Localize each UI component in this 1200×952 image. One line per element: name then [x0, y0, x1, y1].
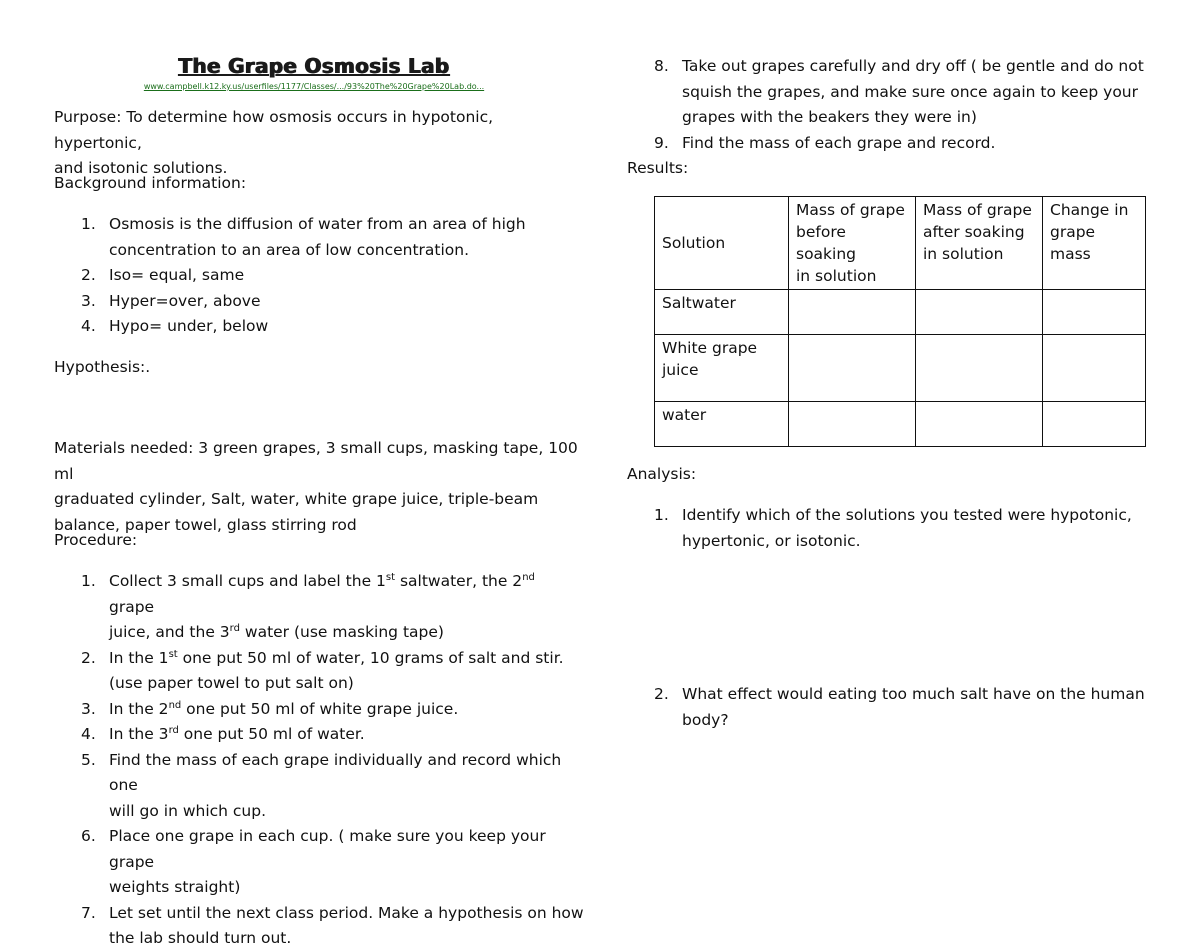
purpose-line-1: Purpose: To determine how osmosis occurs in hypotonic, hypertonic, [54, 108, 494, 152]
analysis-heading: Analysis: [627, 465, 697, 483]
list-item: 2. Iso= equal, same [81, 266, 245, 284]
purpose-line-2: and isotonic solutions. [54, 159, 228, 177]
table-header-cell: Mass of grape after soaking in solution [916, 197, 1043, 290]
results-heading: Results: [627, 159, 689, 177]
table-header-cell: Solution [655, 197, 789, 290]
materials-section: Materials needed: 3 green grapes, 3 small cups, masking tape, 100 ml graduated cylinder, Salt, water, white grape juice, triple-beam balance, paper towel, glass stirring rod [54, 439, 578, 534]
table-cell: Saltwater [655, 290, 789, 335]
table-cell[interactable] [1043, 402, 1146, 447]
list-item: 3. In the 2nd one put 50 ml of white grape juice. [81, 699, 459, 718]
table-cell[interactable] [789, 290, 916, 335]
list-item: 1. Osmosis is the diffusion of water from an area of high concentration to an area of low concentration. [81, 215, 526, 259]
table-cell[interactable] [789, 335, 916, 402]
background-heading: Background information: [54, 174, 247, 192]
background-list [54, 212, 584, 340]
list-item: 1. Identify which of the solutions you tested were hypotonic, hypertonic, or isotonic. [654, 506, 1132, 550]
table-header-cell: Mass of grape before soaking in solution [789, 197, 916, 290]
table-cell[interactable] [1043, 290, 1146, 335]
list-item: 9. Find the mass of each grape and record. [654, 133, 996, 152]
list-item: 8. Take out grapes carefully and dry off ( be gentle and do not squish the grapes, and make sure once again to keep your grapes with the beakers they were in) [654, 57, 1144, 126]
table-row [655, 290, 1146, 335]
procedure-list-continued [627, 54, 1167, 156]
table-header-row [655, 197, 1146, 290]
table-row [655, 335, 1146, 402]
list-item: 2. What effect would eating too much salt have on the human body? [654, 685, 1145, 729]
table-cell[interactable] [916, 290, 1043, 335]
procedure-heading: Procedure: [54, 531, 138, 549]
results-table [654, 196, 1146, 447]
table-cell[interactable] [1043, 335, 1146, 402]
analysis-question-1 [627, 503, 1167, 554]
source-link[interactable]: www.campbell.k12.ky.us/userfiles/1177/Classes/.../93%20The%20Grape%20Lab.do... [143, 82, 485, 91]
table-cell[interactable] [916, 335, 1043, 402]
list-item: 5. Find the mass of each grape individually and record which one will go in which cup. [81, 750, 562, 820]
table-cell: White grape juice [655, 335, 789, 402]
list-item: 4. In the 3rd one put 50 ml of water. [81, 724, 365, 743]
list-item: 4. Hypo= under, below [81, 317, 269, 335]
hypothesis-heading: Hypothesis:. [54, 358, 151, 376]
table-cell[interactable] [916, 402, 1043, 447]
list-item: 3. Hyper=over, above [81, 291, 261, 310]
table-cell: water [655, 402, 789, 447]
list-item: 1. Collect 3 small cups and label the 1st saltwater, the 2nd grape juice, and the 3rd water (use masking tape) [81, 571, 535, 641]
table-row [655, 402, 1146, 447]
list-item: 2. In the 1st one put 50 ml of water, 10 grams of salt and stir. (use paper towel to put salt on) [81, 648, 564, 692]
table-cell[interactable] [789, 402, 916, 447]
page-title: The Grape Osmosis Lab [178, 54, 450, 78]
table-header-cell: Change in grape mass [1043, 197, 1146, 290]
analysis-question-2 [627, 682, 1167, 733]
procedure-list [54, 569, 584, 952]
list-item: 6. Place one grape in each cup. ( make sure you keep your grape weights straight) [81, 827, 546, 896]
list-item: 7. Let set until the next class period. Make a hypothesis on how the lab should turn out. [81, 903, 584, 947]
